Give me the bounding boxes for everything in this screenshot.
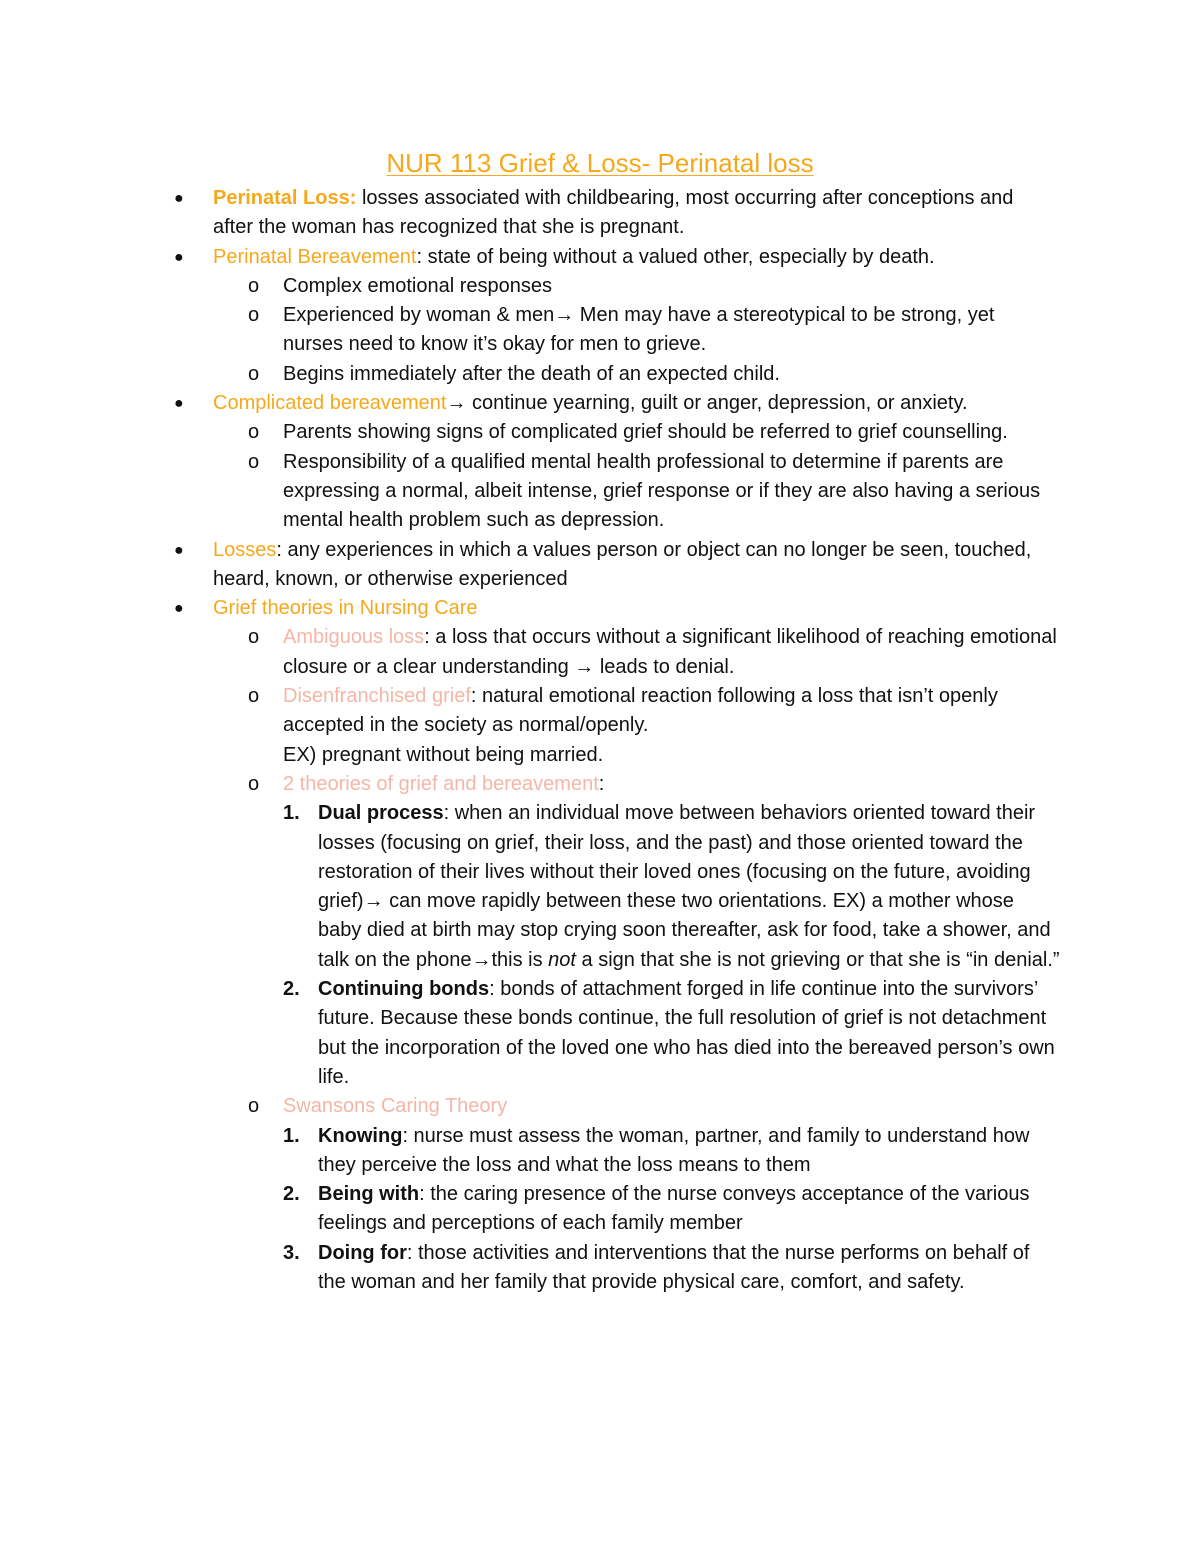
number-marker: 2.	[283, 1183, 300, 1206]
sub-item-two-theories	[0, 770, 1058, 799]
number-marker: 1.	[283, 1124, 300, 1147]
circle-bullet-icon: o	[248, 685, 260, 708]
number-marker: 1.	[283, 802, 300, 825]
term-complicated-bereavement: Complicated bereavement	[213, 392, 447, 415]
bullet-icon: ●	[174, 600, 184, 618]
sub-item-ambiguous-loss	[0, 623, 1058, 682]
term-perinatal-loss: Perinatal Loss:	[213, 187, 357, 209]
term-disenfranchised-grief: Disenfranchised grief	[283, 685, 471, 708]
label-doing-for: Doing for	[318, 1241, 407, 1264]
list-item-losses	[0, 536, 1053, 595]
label-dual-process: Dual process	[318, 802, 444, 825]
example-disenfranchised-grief: EX) pregnant without being married.	[283, 743, 604, 766]
circle-bullet-icon: o	[248, 274, 260, 297]
term-two-theories: 2 theories of grief and bereavement	[283, 772, 599, 795]
circle-bullet-icon: o	[248, 421, 260, 444]
text-dual-process-a: : when an individual move between behaviors oriented toward their losses (focusing on grief, their loss, and the past) and those oriented toward the restoration of their lives without their loved ones (focusing on the future, avoiding grief)→ can move rapidly between these two orientations. EX) a mother whose baby died at birth may stop crying soon thereafter, ask for food, take a shower, and talk on the phone→this is	[318, 802, 1051, 971]
circle-bullet-icon: o	[248, 626, 260, 649]
circle-bullet-icon: o	[248, 362, 260, 385]
list-item-grief-theories	[0, 594, 1053, 623]
circle-bullet-icon: o	[248, 450, 260, 473]
term-swanson: Swansons Caring Theory	[283, 1095, 508, 1118]
notes-list	[0, 184, 1200, 1297]
sub-item-text: Complex emotional responses	[283, 274, 553, 297]
term-grief-theories: Grief theories in Nursing Care	[213, 597, 478, 620]
term-perinatal-bereavement: Perinatal Bereavement	[213, 245, 417, 268]
term-ambiguous-loss: Ambiguous loss	[283, 626, 425, 649]
emphasis-not: not	[548, 948, 576, 971]
numbered-item-continuing-bonds	[0, 975, 1060, 1092]
definition-perinatal-bereavement: : state of being without a valued other, especially by death.	[416, 245, 935, 268]
circle-bullet-icon: o	[248, 772, 260, 795]
sub-item-text: Responsibility of a qualified mental health professional to determine if parents are expressing a normal, albeit intense, grief response or if they are also having a serious mental health problem such as depression.	[283, 450, 1041, 532]
definition-complicated-bereavement: → continue yearning, guilt or anger, depression, or anxiety.	[446, 392, 968, 415]
bullet-icon: ●	[174, 541, 184, 559]
numbered-item-doing-for	[0, 1239, 1060, 1298]
sub-item	[0, 448, 1058, 536]
numbered-item-dual-process	[0, 799, 1060, 975]
two-theories-colon: :	[598, 772, 605, 795]
sub-item-text: Experienced by woman & men→ Men may have a stereotypical to be strong, yet nurses need to know it’s okay for men to grieve.	[283, 304, 995, 356]
label-being-with: Being with	[318, 1183, 420, 1206]
term-losses: Losses	[213, 538, 277, 561]
sub-item-text: Parents showing signs of complicated grief should be referred to grief counselling.	[283, 421, 1008, 444]
list-item-perinatal-loss	[0, 184, 1053, 243]
sub-item	[0, 360, 1058, 389]
circle-bullet-icon: o	[248, 1095, 260, 1118]
sub-item-disenfranchised-grief	[0, 682, 1058, 741]
sub-item	[0, 301, 1058, 360]
sub-item-swanson	[0, 1092, 1058, 1121]
label-knowing: Knowing	[318, 1124, 403, 1147]
text-dual-process-b: a sign that she is not grieving or that she is “in denial.”	[575, 948, 1060, 971]
definition-disenfranchised-grief: : natural emotional reaction following a loss that isn’t openly accepted in the society as normal/openly.	[283, 685, 998, 737]
text-continuing-bonds: : bonds of attachment forged in life continue into the survivors’ future. Because these bonds continue, the full resolution of grief is not detachment but the incorporation of the loved one who has died into the bereaved person’s own life.	[318, 978, 1055, 1088]
number-marker: 2.	[283, 978, 300, 1001]
page-title: NUR 113 Grief & Loss- Perinatal loss	[386, 148, 814, 178]
text-knowing: : nurse must assess the woman, partner, and family to understand how they perceive the loss and what the loss means to them	[318, 1124, 1030, 1176]
numbered-item-being-with	[0, 1180, 1060, 1239]
definition-losses: : any experiences in which a values person or object can no longer be seen, touched, heard, known, or otherwise experienced	[213, 538, 1032, 590]
list-item-perinatal-bereavement	[0, 243, 1053, 272]
definition-perinatal-loss: losses associated with childbearing, most occurring after conceptions and after the woman has recognized that she is pregnant.	[213, 187, 1014, 239]
bullet-icon: ●	[174, 395, 184, 413]
list-item-complicated-bereavement	[0, 389, 1053, 418]
sub-item-text: Begins immediately after the death of an expected child.	[283, 362, 780, 385]
bullet-icon: ●	[174, 248, 184, 266]
sub-item	[0, 272, 1058, 301]
text-doing-for: : those activities and interventions that the nurse performs on behalf of the woman and her family that provide physical care, comfort, and safety.	[318, 1241, 1030, 1293]
number-marker: 3.	[283, 1241, 300, 1264]
label-continuing-bonds: Continuing bonds	[318, 978, 490, 1001]
sub-item	[0, 418, 1058, 447]
definition-ambiguous-loss: : a loss that occurs without a significant likelihood of reaching emotional closure or a clear understanding → leads to denial.	[283, 626, 1057, 678]
bullet-icon: ●	[174, 190, 184, 207]
numbered-item-knowing	[0, 1122, 1060, 1181]
text-being-with: : the caring presence of the nurse conveys acceptance of the various feelings and perceptions of each family member	[318, 1183, 1030, 1235]
circle-bullet-icon: o	[248, 304, 260, 327]
